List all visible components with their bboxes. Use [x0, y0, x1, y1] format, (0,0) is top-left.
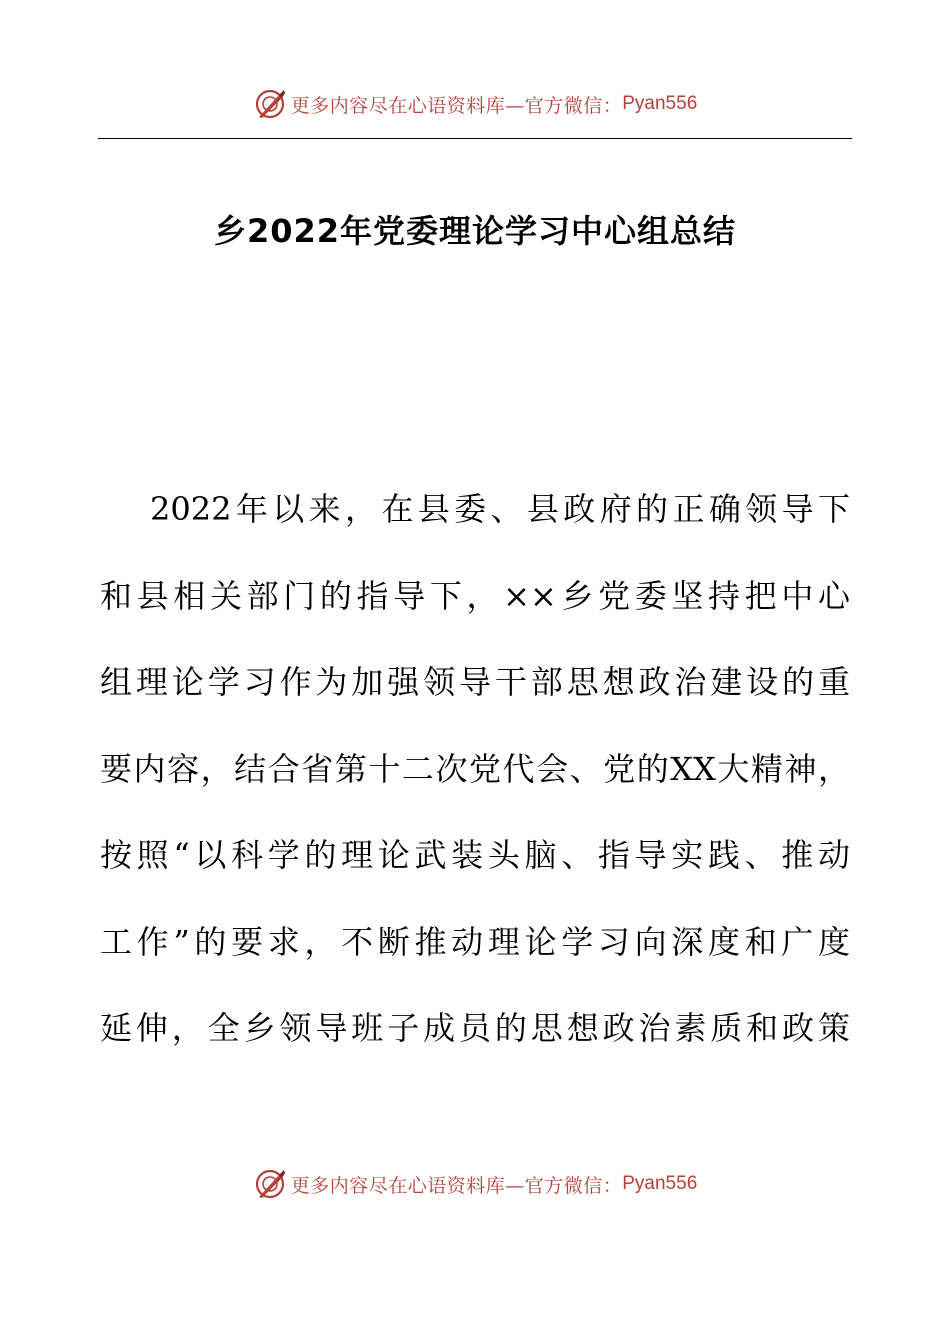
body-line: 2022年以来，在县委、县政府的正确领导下	[150, 490, 850, 528]
footer-watermark	[0, 1164, 950, 1204]
body-line: 工作”的要求，不断推动理论学习向深度和广度	[100, 922, 850, 961]
header-divider	[98, 138, 852, 139]
watermark-text: 更多内容尽在心语资料库—官方微信：	[290, 94, 623, 117]
document-title: 乡2022年党委理论学习中心组总结	[213, 212, 737, 250]
watermark-text: 更多内容尽在心语资料库—官方微信：	[290, 1174, 623, 1197]
watermark-wechat-id: Pyan556	[622, 1173, 698, 1194]
header-watermark	[0, 84, 950, 124]
watermark-wechat-id: Pyan556	[622, 93, 698, 114]
pen-logo-icon	[253, 1167, 287, 1201]
body-line: 要内容，结合省第十二次党代会、党的XX大精神，	[100, 749, 850, 788]
pen-logo-icon	[253, 87, 287, 121]
body-line: 按照“以科学的理论武装头脑、指导实践、推动	[100, 836, 850, 874]
body-line: 组理论学习作为加强领导干部思想政治建设的重	[100, 663, 850, 701]
document-body	[100, 484, 850, 1090]
body-line: 延伸，全乡领导班子成员的思想政治素质和政策	[100, 1009, 850, 1047]
body-line: 和县相关部门的指导下，××乡党委坚持把中心	[100, 576, 850, 615]
